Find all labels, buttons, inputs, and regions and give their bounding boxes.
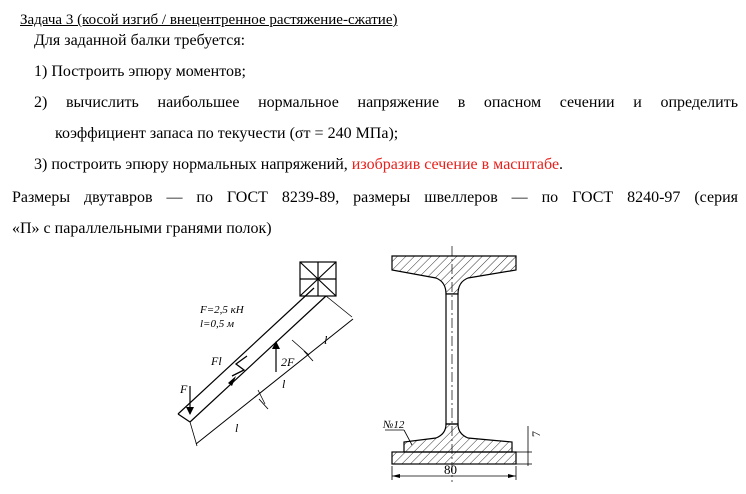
width-label: 80 [444, 462, 457, 477]
dimension-line [196, 319, 353, 444]
task-item-3-text: 3) построить эпюру нормальных напряжений, [34, 156, 352, 173]
task-item-3-highlight: изобразив сечение в масштабе [351, 156, 560, 173]
task-item-2-line-2: коэффициент запаса по текучести (σт = 240 МПа); [55, 125, 399, 142]
task-item-2-line-1: 2) вычислить наибольшее нормальное напряжение в опасном сечении и определить [34, 94, 738, 111]
length-label-3: l [324, 333, 328, 347]
length-label-2: l [282, 377, 286, 391]
given-force: F=2,5 кН [200, 304, 244, 316]
moment-arrow [232, 356, 247, 376]
task-item-3-end: . [559, 156, 564, 173]
sizes-line-2: «П» с параллельными гранями полок) [12, 220, 272, 237]
channel-label: №12 [383, 419, 405, 431]
i-beam-top-flange [392, 256, 516, 294]
beam-upper-edge [178, 288, 314, 414]
task-title: Задача 3 (косой изгиб / внецентренное растяжение-сжатие) [20, 12, 398, 28]
fixed-support [300, 262, 336, 296]
length-label-1: l [235, 421, 239, 435]
task-intro: Для заданной балки требуется: [34, 32, 246, 49]
moment-label: Fl [211, 354, 222, 368]
sizes-line-1: Размеры двутавров — по ГОСТ 8239-89, размеры швеллеров — по ГОСТ 8240-97 (серия [12, 189, 738, 206]
task-item-1: 1) Построить эпюру моментов; [34, 63, 246, 80]
channel-section [404, 424, 512, 452]
section-figure [385, 246, 532, 482]
beam-figure [178, 262, 353, 446]
thickness-label: 7 [529, 431, 543, 437]
force-f-label: F [180, 382, 188, 396]
given-length: l=0,5 м [200, 318, 234, 330]
force-2f-label: 2F [281, 355, 295, 369]
